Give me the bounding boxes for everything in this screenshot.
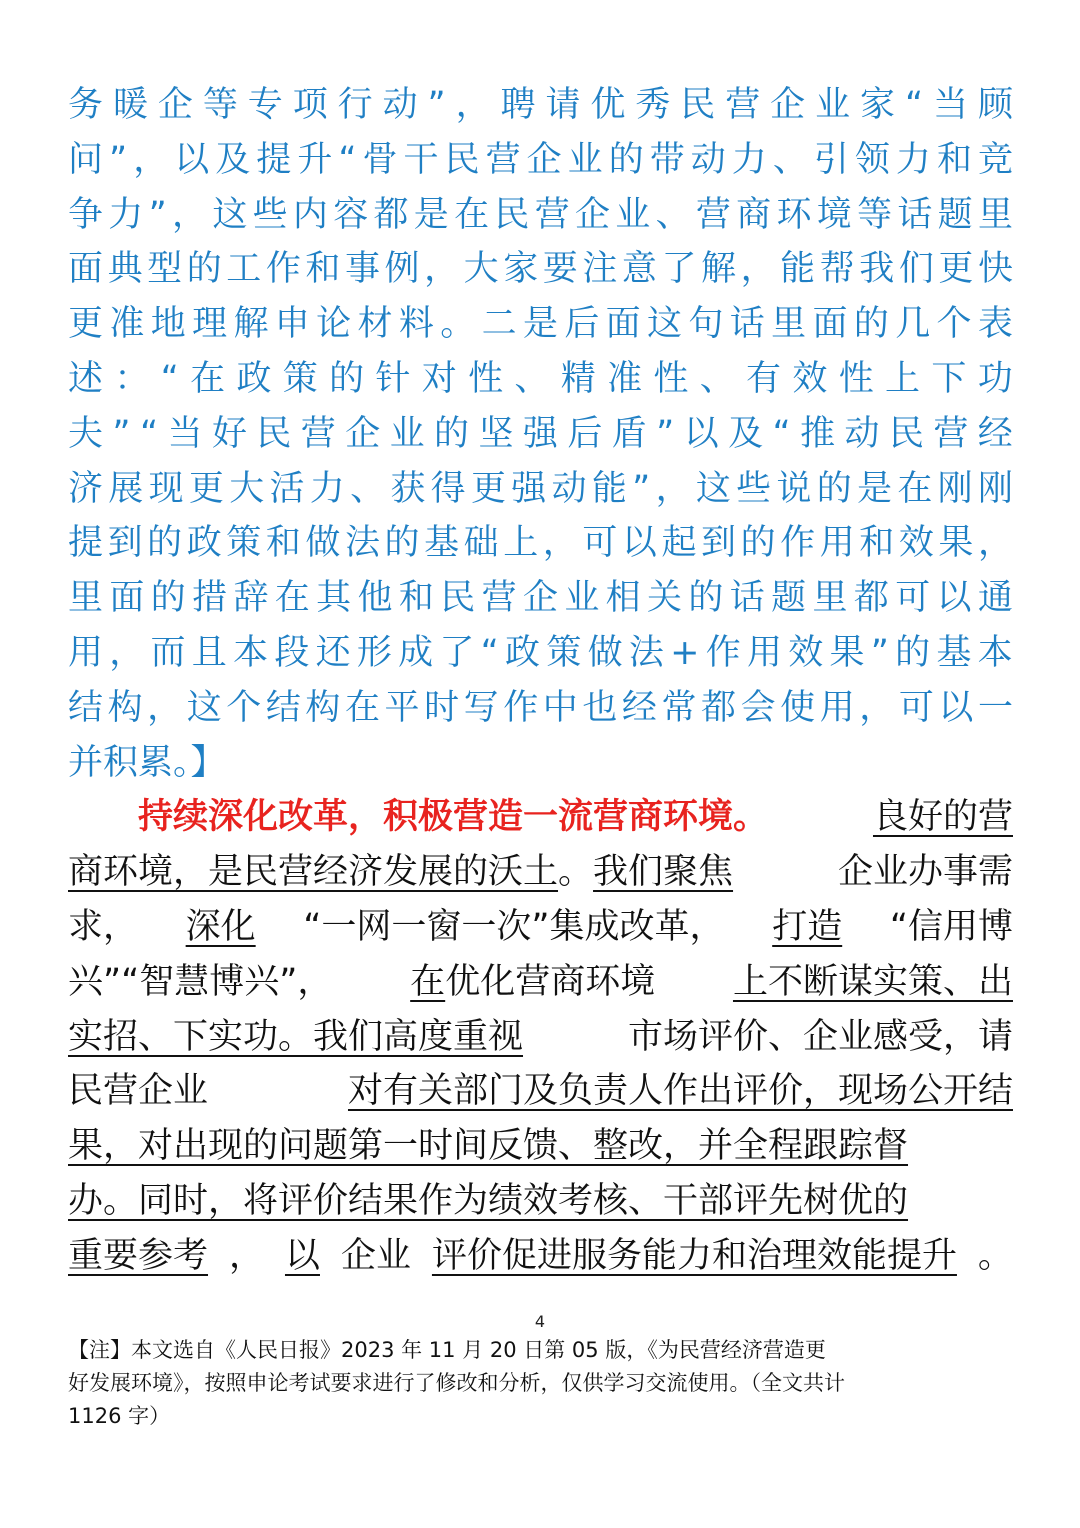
body-line: 商环境，是民营经济发展的沃土。我们聚焦 企业办事需 [68,852,1013,893]
body-line [68,1119,1013,1174]
body-line: 实招、下实功。我们高度重视 市场评价、企业感受，请 [68,1010,1013,1065]
footnote-line: 【注】本文选自《人民日报》2023 年 11 月 20 日第 05 版，《为民营经济营造更 [68,1338,826,1362]
analysis-line: 夫 ” “ 当 好 民 营 企 业 的 坚 强 后 盾 ” 以 及 “ 推 动 民 营 经 [68,413,1013,454]
page-number: 4 [534,1312,546,1331]
underlined-text: 上不断谋实策、出 [732,961,1013,1002]
analysis-line: 务 暖 企 等 专 项 行 动 ” ， 聘 请 优 秀 民 营 企 业 家 “ 当 顾 [68,85,1013,125]
analysis-line: 面 典 型 的 工 作 和 事 例 ， 大 家 要 注 意 了 解 ， 能 帮 我 们 更 快 [68,249,1013,290]
underlined-text: 我们聚焦 [593,852,734,893]
underlined-text: 深化 [185,906,256,947]
footnote-line: 1126 字） [68,1404,171,1428]
underlined-text: 以 [284,1235,320,1276]
analysis-line: 用 ， 而 且 本 段 还 形 成 了 “ 政 策 做 法 + 作 用 效 果 ” 的 基 本 [68,632,1013,673]
analysis-paragraph [68,78,1013,790]
section-heading: 持续深化改革，积极营造一流营商环境。 [138,797,769,838]
body-line [68,1174,1013,1229]
body-paragraph [68,790,1013,1283]
document-page [68,78,1013,1284]
analysis-line: 里 面 的 措 辞 在 其 他 和 民 营 企 业 相 关 的 话 题 里 都 可 以 通 [68,578,1013,619]
underlined-text: 实招、下实功。我们高度重视 [68,1016,524,1057]
underlined-text: 果，对出现的问题第一时间反馈、整改，并全程跟踪督 [68,1126,909,1167]
analysis-line: 济 展 现 更 大 活 力 、 获 得 更 强 动 能 ” ， 这 些 说 的 是 在 刚 刚 [68,468,1013,509]
underlined-text: 评价促进服务能力和治理效能提升 [431,1235,957,1276]
body-line: 兴”“智慧博兴”， 在优化营商环境 上不断谋实策、出 [68,955,1013,1010]
underlined-text: 对有关部门及负责人作出评价，现场公开结 [347,1071,1013,1112]
analysis-line: 争 力 ” ， 这 些 内 容 都 是 在 民 营 企 业 、 营 商 环 境 等 话 题 里 [68,194,1013,235]
underlined-text: 在 [410,961,446,1002]
analysis-line: 更 准 地 理 解 申 论 材 料 。 二 是 后 面 这 句 话 里 面 的 几 个 表 [68,304,1013,345]
underlined-text: 打造 [772,906,843,947]
underlined-text: 商环境，是民营经济发展的沃土 [68,852,559,893]
analysis-line: 问 ” ， 以 及 提 升 “ 骨 干 民 营 企 业 的 带 动 力 、 引 领 力 和 竞 [68,139,1013,180]
body-line: 求， 深化 “一网一窗一次”集成改革， 打造 “信用博 [68,900,1013,955]
body-line: 民营企业 对有关部门及负责人作出评价，现场公开结 [68,1064,1013,1119]
footnote-line: 好发展环境》，按照申论考试要求进行了修改和分析，仅供学习交流使用。（全文共计 [68,1371,845,1395]
underlined-text: 重要参考 [68,1235,209,1276]
underlined-text: 办。同时，将评价结果作为绩效考核、干部评先树优的 [68,1180,909,1221]
analysis-line: 并积累。】 [68,742,226,783]
analysis-line: 述 ： “ 在 政 策 的 针 对 性 、 精 准 性 、 有 效 性 上 下 功 [68,358,1013,399]
footnote [68,1334,1018,1433]
body-line [68,790,1013,845]
analysis-line: 提 到 的 政 策 和 做 法 的 基 础 上 ， 可 以 起 到 的 作 用 和 效 果 ， [68,523,1013,564]
underlined-text: 良好的营 [872,797,1013,838]
body-line: 重要参考 ， 以 企业 评价促进服务能力和治理效能提升 。 [68,1229,1013,1284]
analysis-line: 结 构 ， 这 个 结 构 在 平 时 写 作 中 也 经 常 都 会 使 用 ， 可 以 一 [68,687,1013,728]
